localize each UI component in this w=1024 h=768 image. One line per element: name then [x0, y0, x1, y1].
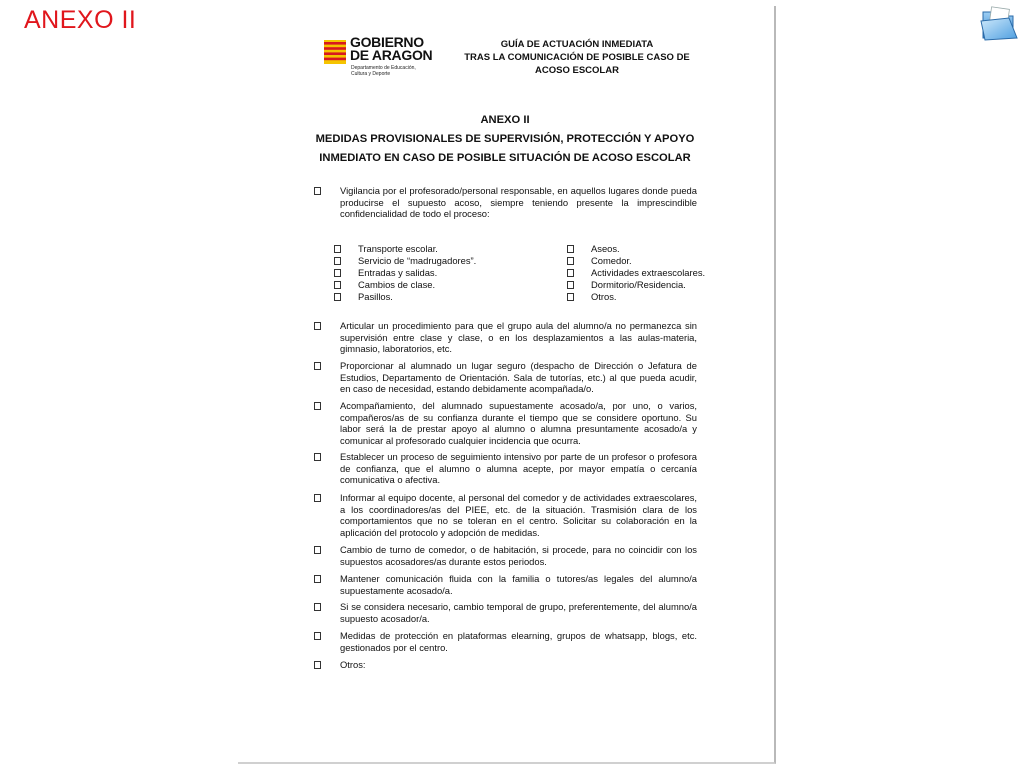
logo-dept-line1: Departamento de Educación, [351, 65, 416, 71]
checkbox-icon [314, 402, 321, 410]
place-label: Actividades extraescolares. [591, 267, 706, 278]
checkbox-icon [567, 269, 574, 277]
checkbox-icon [314, 632, 321, 640]
measure-item-4: Acompañamiento, del alumnado supuestamente acosado/a, por uno, o varios, compañeros/as de su confianza durante el tiempo que se considere oportuno. Su labor será la de prestar apoyo al alumno o alumna presuntamente acosado/a y comunicar al profesorado cualquier incidencia que ocurra. [340, 400, 697, 446]
place-label: Dormitorio/Residencia. [591, 279, 686, 290]
checkbox-icon [334, 269, 341, 277]
measure-item-11: Otros: [340, 659, 366, 670]
aragon-flag-icon [324, 40, 346, 64]
checkbox-icon [314, 322, 321, 330]
gobierno-aragon-logo [324, 36, 444, 86]
place-label: Comedor. [591, 255, 632, 266]
checkbox-icon [314, 575, 321, 583]
checkbox-icon [567, 281, 574, 289]
checkbox-icon [314, 603, 321, 611]
place-item [567, 279, 767, 291]
guide-title-line3: ACOSO ESCOLAR [535, 65, 619, 76]
checkbox-icon [314, 453, 321, 461]
checkbox-icon [314, 362, 321, 370]
annex-title [308, 111, 702, 168]
place-label: Cambios de clase. [358, 279, 436, 290]
measure-item-5: Establecer un proceso de seguimiento intensivo por parte de un profesor o profesora de confianza, que el alumno o alumna acepte, por mayor empatía o cercanía comunicativa o afectiva. [340, 451, 697, 485]
place-item [334, 279, 544, 291]
place-label: Entradas y salidas. [358, 267, 438, 278]
folder-icon[interactable] [979, 4, 1019, 44]
place-item [334, 243, 544, 255]
logo-name [350, 36, 432, 62]
annex-title-line2: MEDIDAS PROVISIONALES DE SUPERVISIÓN, PROTECCIÓN Y APOYO [315, 133, 695, 145]
logo-line1: GOBIERNO [350, 34, 424, 50]
measure-item-2: Articular un procedimiento para que el grupo aula del alumno/a no permanezca sin supervisión entre clase y clase, o en los desplazamientos a las aulas-materia, gimnasio, laboratorios, etc. [340, 320, 697, 354]
place-item [567, 291, 767, 303]
places-list-left [334, 243, 544, 303]
place-label: Otros. [591, 291, 617, 302]
place-label: Transporte escolar. [358, 243, 438, 254]
checkbox-icon [567, 257, 574, 265]
checkbox-icon [314, 494, 321, 502]
document-page [238, 6, 776, 764]
place-item [567, 267, 767, 279]
slide-title: ANEXO II [24, 6, 137, 34]
checkbox-icon [334, 245, 341, 253]
measure-item-3: Proporcionar al alumnado un lugar seguro (despacho de Dirección o Jefatura de Estudios, Departamento de Orientación. Sala de tutorías, etc.) al que pueda acudir, en caso de necesidad, estando debidamente acompañada/o. [340, 360, 697, 394]
place-item [567, 243, 767, 255]
checkbox-icon [567, 245, 574, 253]
measure-item-7: Cambio de turno de comedor, o de habitación, si procede, para no coincidir con los supuestos acosadores/as durante estos periodos. [340, 544, 697, 567]
checkbox-icon [334, 257, 341, 265]
measure-item-8: Mantener comunicación fluida con la familia o tutores/as legales del alumno/a supuestamente acosado/a. [340, 573, 697, 596]
guide-title [460, 38, 694, 77]
measure-item-1: Vigilancia por el profesorado/personal responsable, en aquellos lugares donde pueda producirse el supuesto acoso, siempre teniendo presente la imprescindible confidencialidad de todo el proceso: [340, 185, 697, 219]
guide-title-line1: GUÍA DE ACTUACIÓN INMEDIATA [500, 39, 654, 50]
checkbox-icon [334, 293, 341, 301]
checkbox-icon [567, 293, 574, 301]
measure-item-9: Si se considera necesario, cambio temporal de grupo, preferentemente, del alumno/a supuesto acosador/a. [340, 601, 697, 624]
guide-title-line2: TRAS LA COMUNICACIÓN DE POSIBLE CASO DE [464, 52, 690, 63]
place-item [567, 255, 767, 267]
place-item [334, 267, 544, 279]
logo-line2: DE ARAGON [350, 47, 433, 63]
checkbox-icon [334, 281, 341, 289]
checkbox-icon [314, 546, 321, 554]
place-item [334, 255, 544, 267]
measure-item-6: Informar al equipo docente, al personal del comedor y de actividades extraescolares, a los coordinadores/as del PIEE, etc. de la situación. Trasmisión clara de los comportamientos que no se toleran en el centro. Solicitar su colaboración en la aplicación del protocolo y adopción de medidas. [340, 492, 697, 538]
place-item [334, 291, 544, 303]
checkbox-icon [314, 187, 321, 195]
place-label: Pasillos. [358, 291, 393, 302]
annex-title-line1: ANEXO II [480, 114, 530, 126]
measure-item-10: Medidas de protección en plataformas elearning, grupos de whatsapp, blogs, etc. gestionados por el centro. [340, 630, 697, 653]
annex-title-line3: INMEDIATO EN CASO DE POSIBLE SITUACIÓN DE ACOSO ESCOLAR [319, 152, 691, 164]
place-label: Servicio de “madrugadores”. [358, 255, 477, 266]
places-list-right [567, 243, 767, 303]
place-label: Aseos. [591, 243, 620, 254]
logo-department [351, 65, 421, 77]
logo-dept-line2: Cultura y Deporte [351, 71, 391, 77]
checkbox-icon [314, 661, 321, 669]
